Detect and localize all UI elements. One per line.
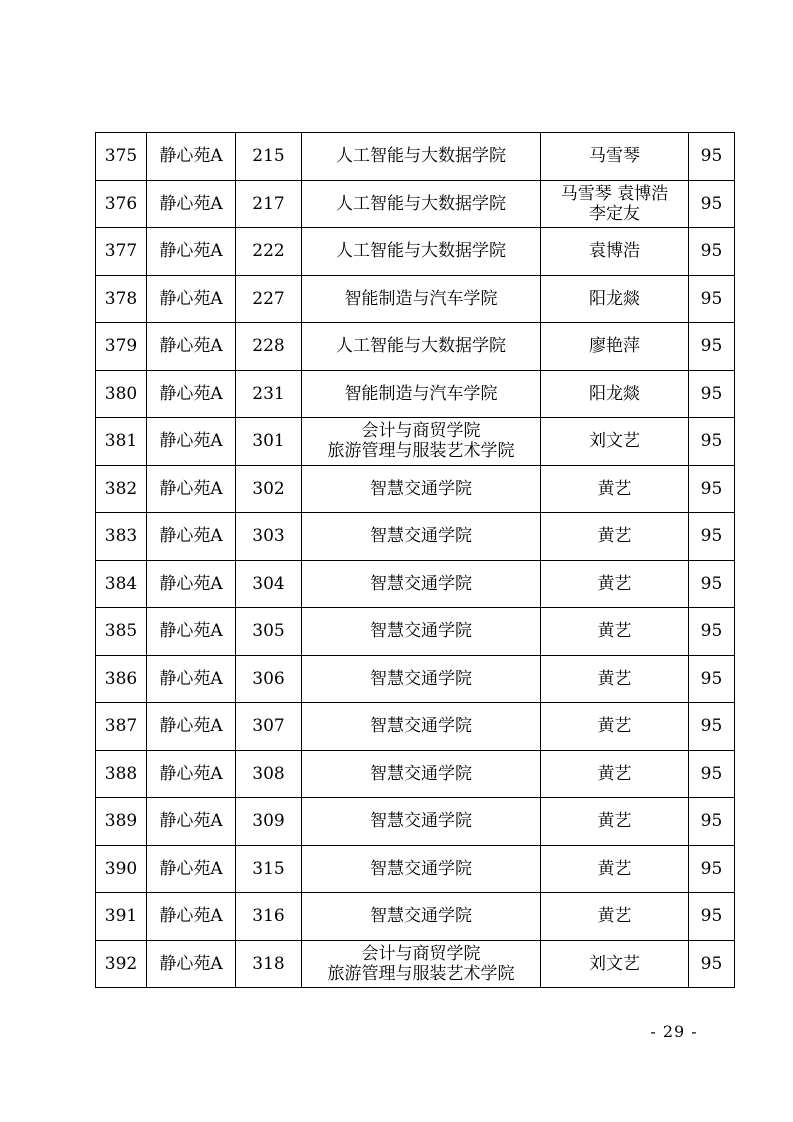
row-number-cell: 383	[96, 513, 147, 561]
teacher-cell: 刘文艺	[541, 940, 689, 988]
table-row	[96, 655, 735, 703]
table-row	[96, 133, 735, 181]
college-cell: 智能制造与汽车学院	[302, 275, 541, 323]
teacher-cell: 黄艺	[541, 798, 689, 846]
room-number-cell: 306	[236, 655, 302, 703]
row-number-cell: 375	[96, 133, 147, 181]
table-row	[96, 560, 735, 608]
row-number-cell: 379	[96, 323, 147, 371]
score-cell: 95	[689, 798, 735, 846]
row-number-cell: 389	[96, 798, 147, 846]
teacher-cell: 马雪琴 袁博浩 李定友	[541, 180, 689, 228]
score-cell: 95	[689, 370, 735, 418]
building-cell: 静心苑A	[147, 655, 236, 703]
teacher-cell: 黄艺	[541, 608, 689, 656]
table-row	[96, 370, 735, 418]
teacher-cell: 黄艺	[541, 465, 689, 513]
building-cell: 静心苑A	[147, 180, 236, 228]
room-number-cell: 303	[236, 513, 302, 561]
table-row	[96, 703, 735, 751]
building-cell: 静心苑A	[147, 608, 236, 656]
row-number-cell: 392	[96, 940, 147, 988]
teacher-cell: 黄艺	[541, 893, 689, 941]
teacher-cell: 袁博浩	[541, 228, 689, 276]
row-number-cell: 381	[96, 418, 147, 466]
college-cell: 人工智能与大数据学院	[302, 133, 541, 181]
row-number-cell: 377	[96, 228, 147, 276]
room-number-cell: 308	[236, 750, 302, 798]
room-number-cell: 301	[236, 418, 302, 466]
table-row	[96, 513, 735, 561]
row-number-cell: 382	[96, 465, 147, 513]
building-cell: 静心苑A	[147, 798, 236, 846]
college-cell: 智慧交通学院	[302, 845, 541, 893]
teacher-cell: 黄艺	[541, 513, 689, 561]
score-cell: 95	[689, 845, 735, 893]
score-cell: 95	[689, 323, 735, 371]
row-number-cell: 388	[96, 750, 147, 798]
room-number-cell: 215	[236, 133, 302, 181]
teacher-cell: 阳龙燚	[541, 275, 689, 323]
college-cell: 智慧交通学院	[302, 465, 541, 513]
row-number-cell: 391	[96, 893, 147, 941]
college-cell: 智慧交通学院	[302, 703, 541, 751]
college-cell: 智慧交通学院	[302, 608, 541, 656]
teacher-cell: 黄艺	[541, 845, 689, 893]
building-cell: 静心苑A	[147, 323, 236, 371]
table-row	[96, 180, 735, 228]
building-cell: 静心苑A	[147, 703, 236, 751]
college-cell: 智慧交通学院	[302, 560, 541, 608]
row-number-cell: 387	[96, 703, 147, 751]
room-number-cell: 217	[236, 180, 302, 228]
row-number-cell: 384	[96, 560, 147, 608]
building-cell: 静心苑A	[147, 275, 236, 323]
room-number-cell: 304	[236, 560, 302, 608]
row-number-cell: 380	[96, 370, 147, 418]
table-row	[96, 465, 735, 513]
room-number-cell: 309	[236, 798, 302, 846]
table-body	[96, 133, 735, 988]
college-cell: 智慧交通学院	[302, 893, 541, 941]
dormitory-score-table	[95, 132, 735, 988]
score-cell: 95	[689, 893, 735, 941]
room-number-cell: 318	[236, 940, 302, 988]
college-cell: 会计与商贸学院 旅游管理与服装艺术学院	[302, 940, 541, 988]
score-cell: 95	[689, 465, 735, 513]
table-row	[96, 893, 735, 941]
teacher-cell: 刘文艺	[541, 418, 689, 466]
college-cell: 智慧交通学院	[302, 798, 541, 846]
college-cell: 智慧交通学院	[302, 513, 541, 561]
score-cell: 95	[689, 228, 735, 276]
table-row	[96, 750, 735, 798]
score-cell: 95	[689, 703, 735, 751]
college-cell: 智慧交通学院	[302, 655, 541, 703]
room-number-cell: 315	[236, 845, 302, 893]
college-cell: 人工智能与大数据学院	[302, 323, 541, 371]
building-cell: 静心苑A	[147, 513, 236, 561]
room-number-cell: 316	[236, 893, 302, 941]
teacher-cell: 黄艺	[541, 655, 689, 703]
score-cell: 95	[689, 180, 735, 228]
college-cell: 智慧交通学院	[302, 750, 541, 798]
college-cell: 会计与商贸学院 旅游管理与服装艺术学院	[302, 418, 541, 466]
score-cell: 95	[689, 750, 735, 798]
score-cell: 95	[689, 608, 735, 656]
room-number-cell: 305	[236, 608, 302, 656]
college-cell: 人工智能与大数据学院	[302, 180, 541, 228]
table-row	[96, 323, 735, 371]
building-cell: 静心苑A	[147, 465, 236, 513]
building-cell: 静心苑A	[147, 940, 236, 988]
teacher-cell: 马雪琴	[541, 133, 689, 181]
college-cell: 人工智能与大数据学院	[302, 228, 541, 276]
teacher-cell: 黄艺	[541, 560, 689, 608]
building-cell: 静心苑A	[147, 845, 236, 893]
row-number-cell: 378	[96, 275, 147, 323]
table-row	[96, 275, 735, 323]
teacher-cell: 阳龙燚	[541, 370, 689, 418]
score-cell: 95	[689, 418, 735, 466]
row-number-cell: 390	[96, 845, 147, 893]
row-number-cell: 376	[96, 180, 147, 228]
building-cell: 静心苑A	[147, 228, 236, 276]
college-cell: 智能制造与汽车学院	[302, 370, 541, 418]
building-cell: 静心苑A	[147, 418, 236, 466]
building-cell: 静心苑A	[147, 133, 236, 181]
page-number: - 29 -	[650, 1022, 698, 1041]
room-number-cell: 231	[236, 370, 302, 418]
room-number-cell: 302	[236, 465, 302, 513]
row-number-cell: 385	[96, 608, 147, 656]
row-number-cell: 386	[96, 655, 147, 703]
score-cell: 95	[689, 275, 735, 323]
building-cell: 静心苑A	[147, 370, 236, 418]
room-number-cell: 228	[236, 323, 302, 371]
room-number-cell: 307	[236, 703, 302, 751]
building-cell: 静心苑A	[147, 893, 236, 941]
score-cell: 95	[689, 940, 735, 988]
table-row	[96, 228, 735, 276]
table-row	[96, 608, 735, 656]
score-cell: 95	[689, 655, 735, 703]
score-cell: 95	[689, 560, 735, 608]
room-number-cell: 222	[236, 228, 302, 276]
table-row	[96, 845, 735, 893]
table-row	[96, 418, 735, 466]
teacher-cell: 廖艳萍	[541, 323, 689, 371]
table-row	[96, 798, 735, 846]
table-row	[96, 940, 735, 988]
building-cell: 静心苑A	[147, 750, 236, 798]
building-cell: 静心苑A	[147, 560, 236, 608]
teacher-cell: 黄艺	[541, 750, 689, 798]
teacher-cell: 黄艺	[541, 703, 689, 751]
room-number-cell: 227	[236, 275, 302, 323]
score-cell: 95	[689, 513, 735, 561]
score-cell: 95	[689, 133, 735, 181]
